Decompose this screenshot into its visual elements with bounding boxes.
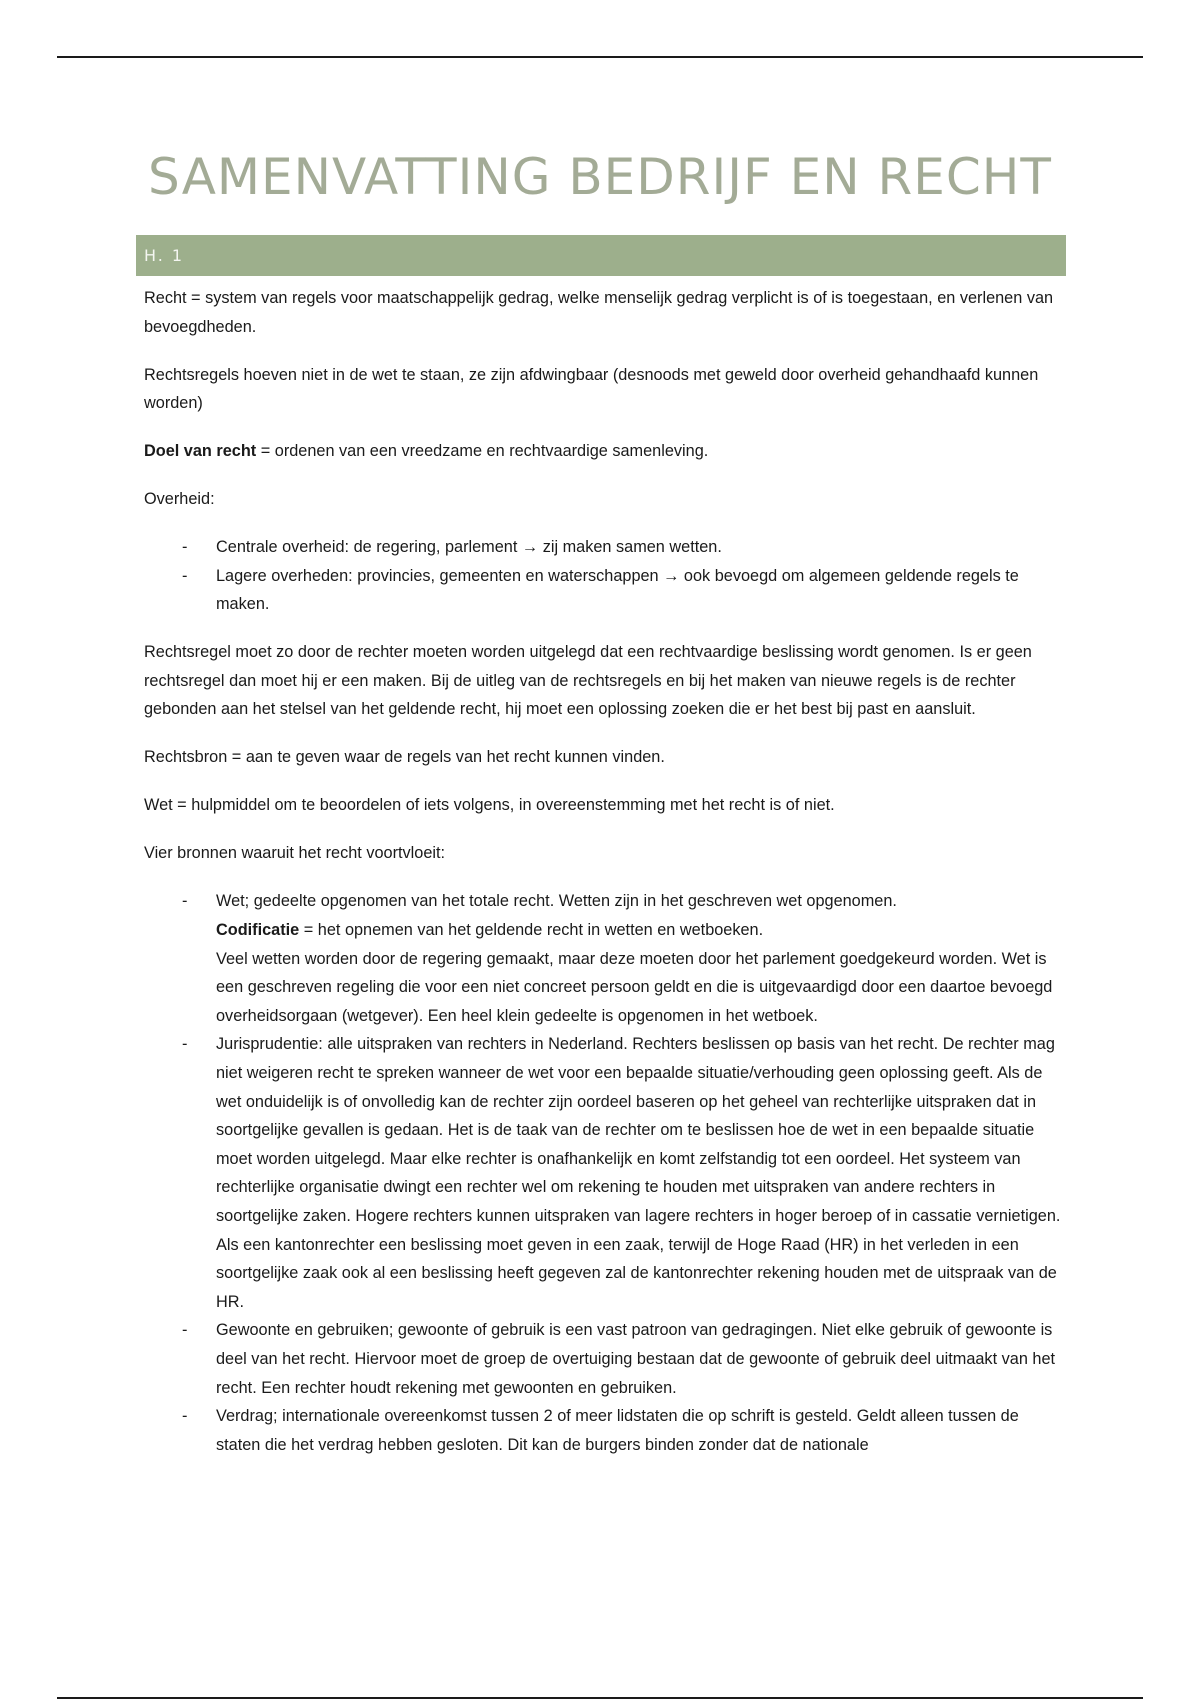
list-item-jurisprudentie [182, 1030, 1064, 1316]
paragraph-recht-definitie: Recht = system van regels voor maatschappelijk gedrag, welke menselijk gedrag verplicht is of is toegestaan, en verlenen van bevoegdheden. [144, 289, 1054, 336]
document-title: SAMENVATTING BEDRIJF EN RECHT [148, 148, 1052, 206]
list-item-text: Centrale overheid: de regering, parlement → zij maken samen wetten. [216, 538, 722, 557]
bullet-dash: - [182, 1035, 188, 1054]
paragraph-rechtsbron: Rechtsbron = aan te geven waar de regels van het recht kunnen vinden. [144, 748, 665, 767]
codificatie-text: = het opnemen van het geldende recht in wetten en wetboeken. [299, 921, 764, 940]
document-body [144, 284, 1064, 1479]
bold-term-doel-van-recht: Doel van recht [144, 442, 257, 461]
list-item [182, 533, 1064, 562]
paragraph-rechtsregels: Rechtsregels hoeven niet in de wet te staan, ze zijn afdwingbaar (desnoods met geweld door overheid gehandhaafd kunnen worden) [144, 365, 1039, 413]
list-item-text: Lagere overheden: provincies, gemeenten en waterschappen → ook bevoegd om algemeen geldende regels te maken. [216, 566, 1019, 614]
footer-rule [57, 1697, 1143, 1699]
bullet-dash: - [182, 1321, 188, 1340]
doel-van-recht-text: = ordenen van een vreedzame en rechtvaardige samenleving. [256, 442, 709, 461]
list-overheid [144, 533, 1064, 619]
bullet-dash: - [182, 538, 188, 557]
paragraph-wet: Wet = hulpmiddel om te beoordelen of iets volgens, in overeenstemming met het recht is of niet. [144, 796, 835, 815]
paragraph-rechtsregel-uitleg: Rechtsregel moet zo door de rechter moeten worden uitgelegd dat een rechtvaardige beslissing wordt genomen. Is er geen rechtsregel dan moet hij er een maken. Bij de uitleg van de rechtsregels en bij het maken van nieuwe regels is de rechter gebonden aan het stelsel van het geldende recht, hij moet een oplossing zoeken die er het best bij past en aansluit. [144, 643, 1032, 719]
bold-term-codificatie: Codificatie [216, 921, 300, 940]
list-item-gewoonte [182, 1316, 1064, 1402]
paragraph-vier-bronnen: Vier bronnen waaruit het recht voortvloeit: [144, 844, 446, 863]
list-item [182, 562, 1064, 619]
header-rule [57, 56, 1143, 58]
wet-goedkeuring-text: Veel wetten worden door de regering gemaakt, maar deze moeten door het parlement goedgekeurd worden. Wet is een geschreven regeling die voor een niet concreet persoon geldt en die is uitgevaardigd door een daartoe bevoegd overheidsorgaan (wetgever). Een heel klein gedeelte is opgenomen in het wetboek. [216, 949, 1053, 1025]
kantonrechter-text: Als een kantonrechter een beslissing moet geven in een zaak, terwijl de Hoge Raad (HR) in het verleden in een soortgelijke zaak ook al een beslissing heeft gegeven zal de kantonrechter rekening houden met de uitspraak van de HR. [216, 1235, 1057, 1311]
list-bronnen [144, 887, 1064, 1459]
wet-text: Wet; gedeelte opgenomen van het totale recht. Wetten zijn in het geschreven wet opgenomen. [216, 892, 897, 911]
paragraph-overheid: Overheid: [144, 490, 215, 509]
list-item-wet [182, 887, 1064, 1030]
gewoonte-text: Gewoonte en gebruiken; gewoonte of gebruik is een vast patroon van gedragingen. Niet elke gebruik of gewoonte is deel van het recht. Hiervoor moet de groep de overtuiging bestaan dat de gewoonte of gebruik deel uitmaakt van het recht. Een rechter houdt rekening met gewoonten en gebruiken. [216, 1321, 1056, 1397]
bullet-dash: - [182, 1407, 188, 1426]
chapter-heading: H. 1 [144, 246, 185, 265]
jurisprudentie-text: Jurisprudentie: alle uitspraken van rechters in Nederland. Rechters beslissen op basis van het recht. De rechter mag niet weigeren recht te spreken wanneer de wet voor een bepaalde situatie/verhouding geen oplossing geeft. Als de wet onduidelijk is of onvolledig kan de rechter zijn oordeel baseren op het geheel van rechterlijke uitspraken dat in soortgelijke gevallen is gedaan. Het is de taak van de rechter om te beslissen hoe de wet in een bepaalde situatie moet worden uitgelegd. Maar elke rechter is onafhankelijk en komt zelfstandig tot een oordeel. Het systeem van rechterlijke organisatie dwingt een rechter wel om rekening te houden met uitspraken van andere rechters in soortgelijke zaken. Hogere rechters kunnen uitspraken van lagere rechters in hoger beroep of in cassatie vernietigen. [216, 1035, 1061, 1225]
bullet-dash: - [182, 566, 188, 585]
bullet-dash: - [182, 892, 188, 911]
codificatie-line [216, 916, 1064, 945]
list-item-verdrag [182, 1402, 1064, 1459]
chapter-heading-bar [136, 235, 1066, 276]
paragraph-doel-van-recht [144, 437, 1064, 466]
verdrag-text: Verdrag; internationale overeenkomst tussen 2 of meer lidstaten die op schrift is gesteld. Geldt alleen tussen de staten die het verdrag hebben gesloten. Dit kan de burgers binden zonder dat de nationale [216, 1407, 1019, 1454]
